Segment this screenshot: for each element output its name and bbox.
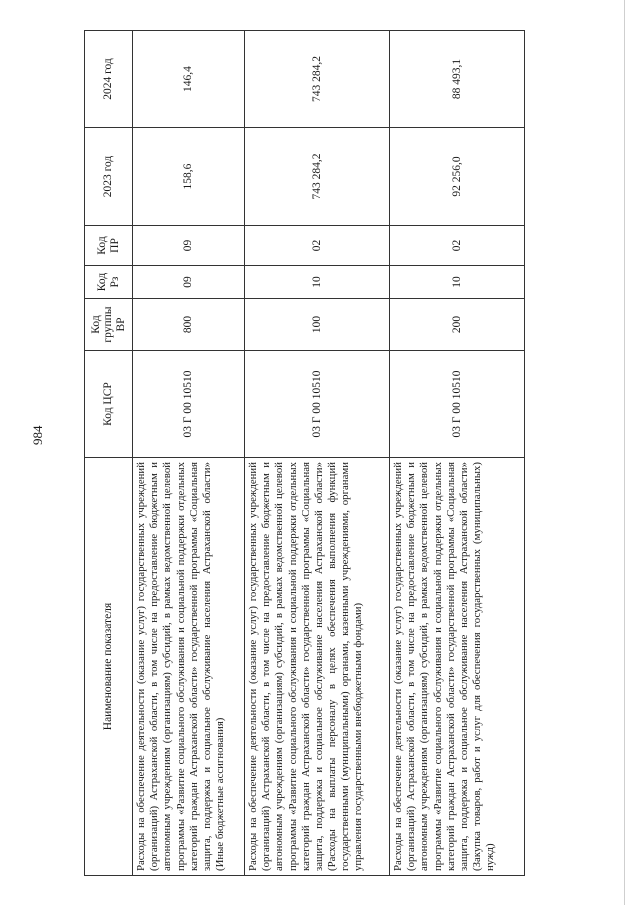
rotated-page [84, 31, 524, 876]
row-csr: 03 Г 00 10510 [245, 351, 390, 458]
row-csr: 03 Г 00 10510 [390, 351, 525, 458]
header-rz: Код Рз [85, 266, 133, 299]
row-pr: 09 [133, 226, 245, 266]
table-row [133, 31, 245, 876]
row-2023: 92 256,0 [390, 128, 525, 226]
row-name: Расходы на обеспечение деятельности (оказание услуг) государственных учреждений (организаций) Астраханской области, в том числе на предоставление бюджетным и автономным учреждениям (организациям) субсидий, в рамках ведомственной целевой программы «Развитие социального обслуживания и социальной поддержки отдельных категорий граждан Астраханской области» государственной программы «Социальная защита, поддержка и социальное обслуживание населения Астраханской области» (Иные бюджетные ассигнования) [133, 458, 245, 876]
row-vr: 100 [245, 299, 390, 351]
budget-table [84, 30, 525, 876]
row-2024: 146,4 [133, 31, 245, 128]
header-2023: 2023 год [85, 128, 133, 226]
row-csr: 03 Г 00 10510 [133, 351, 245, 458]
table-row [390, 31, 525, 876]
header-csr: Код ЦСР [85, 351, 133, 458]
header-2024: 2024 год [85, 31, 133, 128]
page-number: 984 [30, 425, 45, 445]
scan-edge-line [624, 0, 625, 905]
row-rz: 10 [390, 266, 525, 299]
row-vr: 800 [133, 299, 245, 351]
table-header-row [85, 31, 133, 876]
row-rz: 09 [133, 266, 245, 299]
row-pr: 02 [390, 226, 525, 266]
row-2023: 743 284,2 [245, 128, 390, 226]
row-2024: 88 493,1 [390, 31, 525, 128]
row-name: Расходы на обеспечение деятельности (оказание услуг) государственных учреждений (организаций) Астраханской области, в том числе на предоставление бюджетным и автономным учреждениям (организациям) субсидий, в рамках ведомственной целевой программы «Развитие социального обслуживания и социальной поддержки отдельных категорий граждан Астраханской области» государственной программы «Социальная защита, поддержка и социальное обслуживание населения Астраханской области» (Закупка товаров, работ и услуг для обеспечения государственных (муниципальных) нужд) [390, 458, 525, 876]
header-vr: Код группы ВР [85, 299, 133, 351]
header-name: Наименование показателя [85, 458, 133, 876]
table-row [245, 31, 390, 876]
row-2023: 158,6 [133, 128, 245, 226]
row-pr: 02 [245, 226, 390, 266]
row-2024: 743 284,2 [245, 31, 390, 128]
header-pr: Код ПР [85, 226, 133, 266]
row-name: Расходы на обеспечение деятельности (оказание услуг) государственных учреждений (организаций) Астраханской области, в том числе на предоставление бюджетным и автономным учреждениям (организациям) субсидий, в рамках ведомственной целевой программы «Развитие социального обслуживания и социальной поддержки отдельных категорий граждан Астраханской области» государственной программы «Социальная защита, поддержка и социальное обслуживание населения Астраханской области» (Расходы на выплаты персоналу в целях обеспечения выполнения функций государственными (муниципальными) органами, казенными учреждениями, органами управления государственными внебюджетными фондами) [245, 458, 390, 876]
row-vr: 200 [390, 299, 525, 351]
row-rz: 10 [245, 266, 390, 299]
